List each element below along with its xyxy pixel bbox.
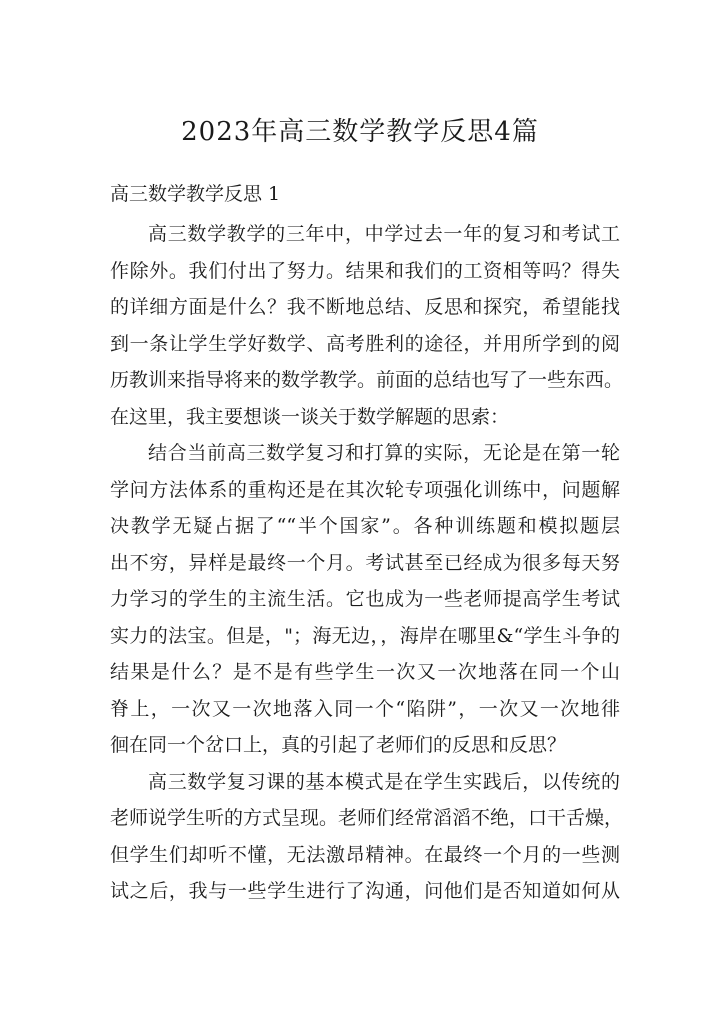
paragraph-line: 高三数学教学的三年中，中学过去一年的复习和考试工 bbox=[148, 223, 620, 245]
document-body bbox=[110, 172, 624, 910]
paragraph-line: 力学习的学生的主流生活。它也成为一些老师提高学生考试 bbox=[110, 588, 620, 610]
paragraph-line: 老师说学生听的方式呈现。老师们经常滔滔不绝，口干舌燥， bbox=[110, 807, 624, 829]
paragraph-line: 徊在同一个岔口上，真的引起了老师们的反思和反思？ bbox=[110, 734, 567, 756]
document-title: 2023年高三数学教学反思4篇 bbox=[181, 117, 539, 147]
paragraph-3 bbox=[110, 764, 624, 910]
paragraph-line: 决教学无疑占据了““半个国家”。各种训练题和模拟题层 bbox=[110, 515, 620, 537]
paragraph-line: 但学生们却听不懂，无法激昂精神。在最终一个月的一些测 bbox=[110, 843, 620, 866]
paragraph-line: 实力的法宝。但是，"；海无边，，海岸在哪里&“学生斗争的 bbox=[110, 624, 620, 647]
paragraph-1 bbox=[110, 216, 624, 435]
paragraph-line: 高三数学复习课的基本模式是在学生实践后，以传统的 bbox=[148, 770, 620, 793]
paragraph-2 bbox=[110, 435, 620, 764]
paragraph-line: 作除外。我们付出了努力。结果和我们的工资相等吗？得失 bbox=[110, 259, 620, 282]
paragraph-line: 出不穷，异样是最终一个月。考试甚至已经成为很多每天努 bbox=[110, 551, 620, 574]
paragraph-line: 试之后，我与一些学生进行了沟通，问他们是否知道如何从 bbox=[110, 880, 620, 902]
paragraph-line: 脊上，一次又一次地落入同一个“陷阱”，一次又一次地徘 bbox=[110, 697, 620, 720]
paragraph-line: 结合当前高三数学复习和打算的实际，无论是在第一轮 bbox=[148, 442, 620, 464]
paragraph-line: 在这里，我主要想谈一谈关于数学解题的思索： bbox=[110, 405, 510, 428]
section-heading: 高三数学教学反思 1 bbox=[110, 183, 281, 205]
paragraph-line: 到一条让学生学好数学、高考胜利的途径，并用所学到的阅 bbox=[110, 332, 620, 355]
paragraph-line: 学问方法体系的重构还是在其次轮专项强化训练中，问题解 bbox=[110, 478, 620, 501]
paragraph-line: 结果是什么？是不是有些学生一次又一次地落在同一个山 bbox=[110, 661, 620, 683]
paragraph-line: 历教训来指导将来的数学教学。前面的总结也写了一些东西。 bbox=[110, 369, 624, 391]
paragraph-line: 的详细方面是什么？我不断地总结、反思和探究，希望能找 bbox=[110, 296, 620, 318]
